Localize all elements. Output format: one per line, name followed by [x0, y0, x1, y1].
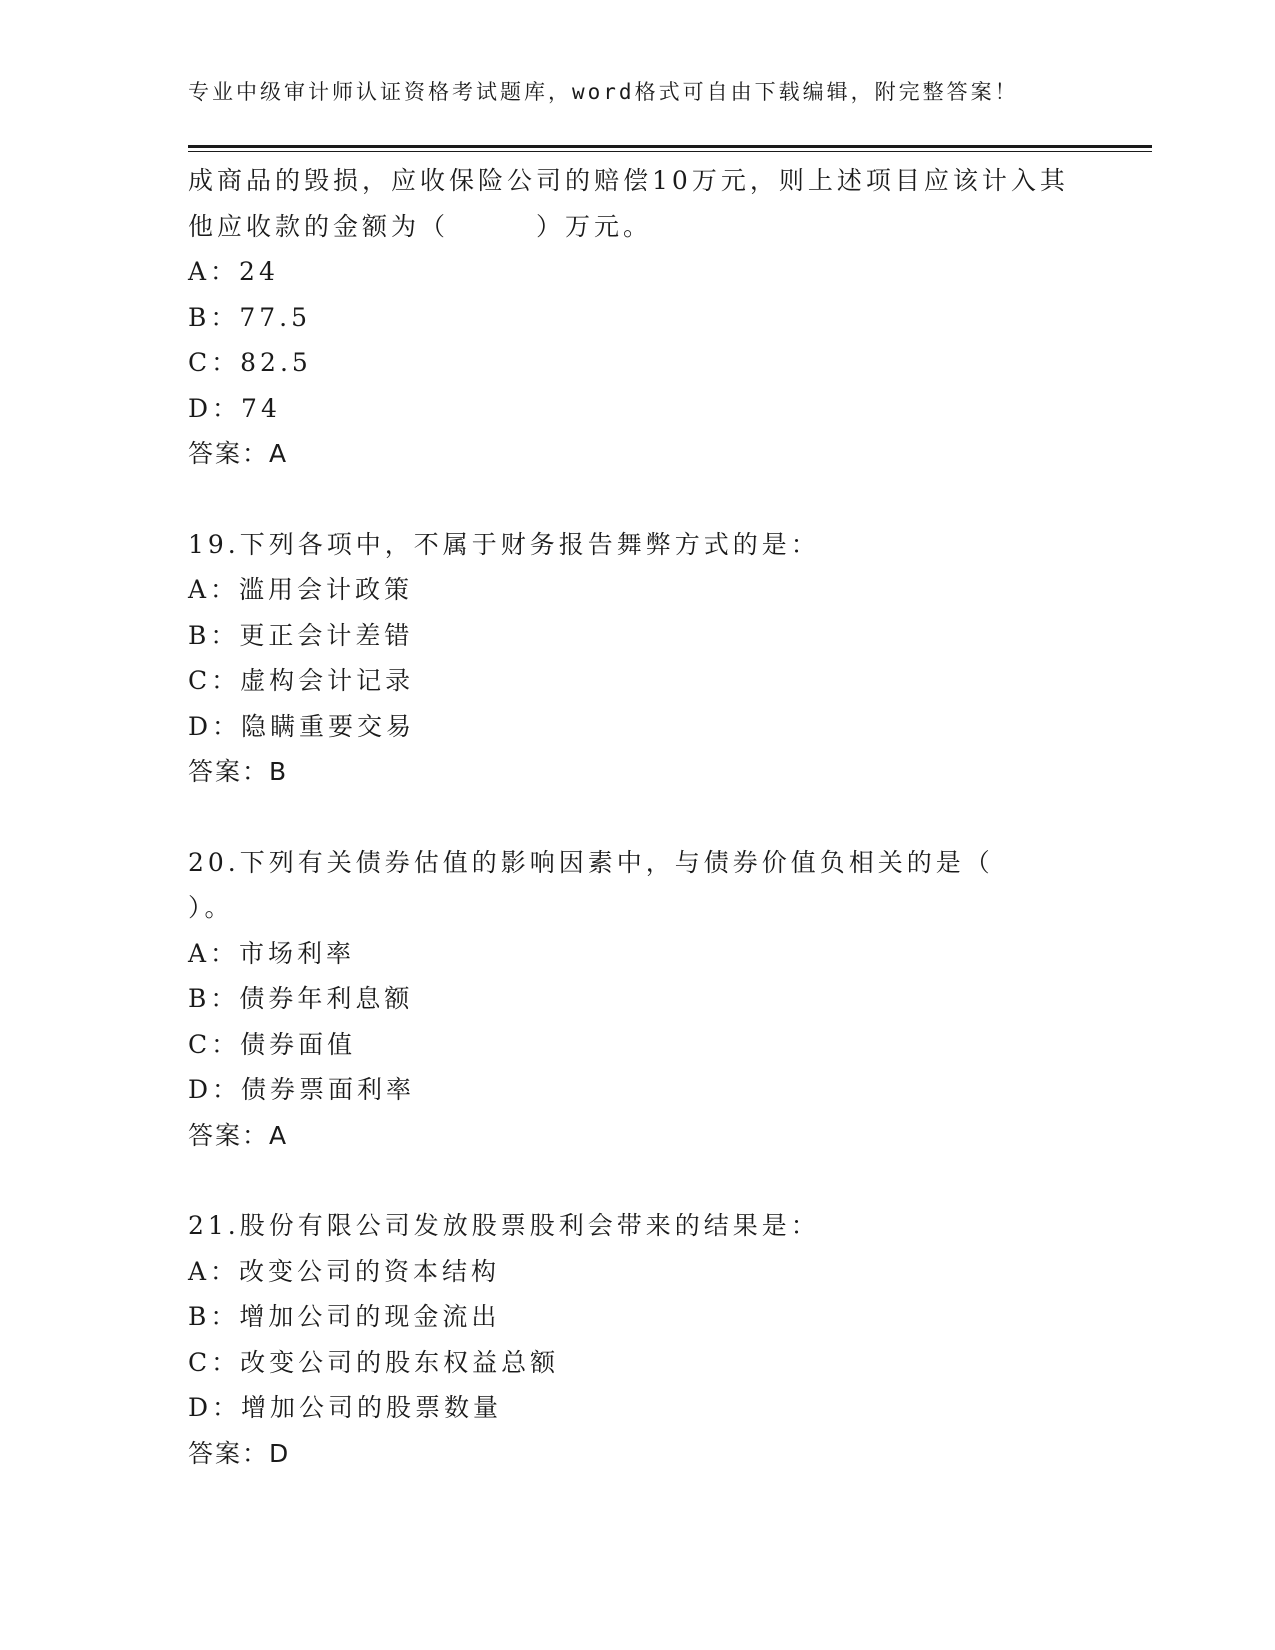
option-a: A：24 [188, 257, 279, 286]
option-b: B：更正会计差错 [188, 620, 414, 650]
option-b: B：77.5 [188, 302, 312, 332]
option-b: B：债券年利息额 [188, 984, 414, 1013]
question-text-line: 他应收款的金额为（ ）万元。 [188, 211, 653, 241]
header-rule-thin [188, 151, 1152, 152]
answer-line: 答案：B [188, 757, 289, 786]
option-a: A：滥用会计政策 [188, 575, 414, 604]
option-b: B：增加公司的现金流出 [188, 1302, 501, 1331]
option-c: C：虚构会计记录 [188, 666, 415, 695]
spacer [188, 795, 1148, 840]
question-20 [188, 840, 1148, 1159]
question-text-line: ）。 [188, 893, 234, 922]
document-body [188, 158, 1148, 1476]
answer-line: 答案：A [188, 439, 289, 468]
option-c: C：债券面值 [188, 1029, 357, 1059]
spacer [188, 1158, 1148, 1203]
question-continuation [188, 158, 1148, 477]
option-a: A：改变公司的资本结构 [188, 1256, 501, 1286]
answer-line: 答案：A [188, 1120, 289, 1150]
header-rule-thick [188, 145, 1152, 148]
question-text-line: 21.股份有限公司发放股票股利会带来的结果是： [188, 1211, 820, 1240]
answer-line: 答案：D [188, 1438, 291, 1468]
option-c: C：改变公司的股东权益总额 [188, 1347, 560, 1377]
option-c: C：82.5 [188, 348, 312, 377]
option-a: A：市场利率 [188, 938, 356, 968]
spacer [188, 477, 1148, 522]
question-21 [188, 1203, 1148, 1476]
question-text-line: 20.下列有关债券估值的影响因素中，与债券价值负相关的是（ [188, 847, 994, 877]
option-d: D：74 [188, 393, 281, 423]
page-header: 专业中级审计师认证资格考试题库，word格式可自由下载编辑，附完整答案！ [188, 80, 1019, 104]
question-text-line: 成商品的毁损，应收保险公司的赔偿10万元，则上述项目应该计入其 [188, 166, 1069, 195]
option-d: D：债券票面利率 [188, 1075, 416, 1104]
question-19 [188, 522, 1148, 795]
option-d: D：增加公司的股票数量 [188, 1393, 503, 1422]
option-d: D：隐瞒重要交易 [188, 711, 416, 741]
question-text-line: 19.下列各项中，不属于财务报告舞弊方式的是： [188, 529, 820, 559]
